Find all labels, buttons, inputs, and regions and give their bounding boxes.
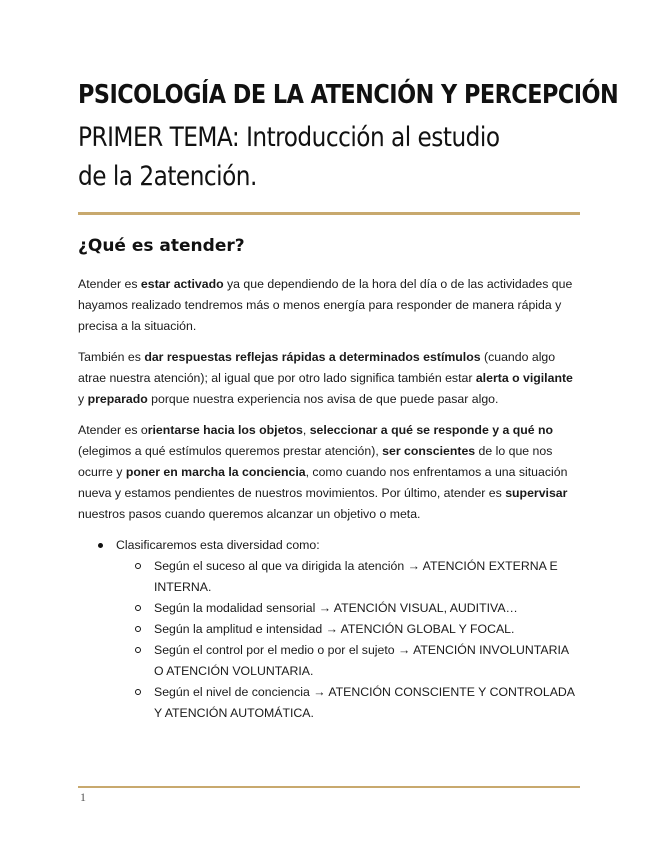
list-item: Según el suceso al que va dirigida la atención → ATENCIÓN EXTERNA E INTERNA. <box>116 556 580 598</box>
circle-bullet-icon <box>135 563 141 569</box>
circle-bullet-icon <box>135 626 141 632</box>
list-item: Según la amplitud e intensidad → ATENCIÓN GLOBAL Y FOCAL. <box>116 619 580 640</box>
document-title: PSICOLOGÍA DE LA ATENCIÓN Y PERCEPCIÓN <box>78 80 619 110</box>
paragraph-1: Atender es estar activado ya que dependiendo de la hora del día o de las actividades que hayamos realizado tendremos más o menos energía para responder de manera rápida y precisa a la situación. <box>78 277 573 333</box>
section-heading: ¿Qué es atender? <box>78 236 245 256</box>
list-item: Según el nivel de conciencia → ATENCIÓN CONSCIENTE Y CONTROLADA Y ATENCIÓN AUTOMÁTICA. <box>116 682 580 724</box>
top-divider <box>78 212 580 215</box>
paragraph-3: Atender es orientarse hacia los objetos, seleccionar a qué se responde y a qué no (elegimos a qué estímulos queremos prestar atención), ser conscientes de lo que nos ocurre y poner en marcha la conciencia, como cuando nos enfrentamos a una situación nueva y estamos pendientes de nuestros movimientos. Por último, atender es supervisar nuestros pasos cuando queremos alcanzar un objetivo o meta. <box>78 423 568 521</box>
list-item: Según la modalidad sensorial → ATENCIÓN VISUAL, AUDITIVA… <box>116 598 580 619</box>
section-body <box>78 274 580 724</box>
circle-bullet-icon <box>135 605 141 611</box>
classification-list <box>78 535 580 724</box>
footer-divider <box>78 786 580 788</box>
circle-bullet-icon <box>135 647 141 653</box>
list-item: Clasificaremos esta diversidad como: Según el suceso al que va dirigida la atención → ATENCIÓN EXTERNA E INTERNA. Según la modalidad sensorial → ATENCIÓN VISUAL, AUDITIVA… Según la amplitud e intensidad → ATENCIÓN GLOBAL Y FOCAL. Según el control por el medio o por el sujeto → ATENCIÓN INVOLUNTARIA O ATENCIÓN VOLUNTARIA. Según el nivel de conciencia → ATENCIÓN CONSCIENTE Y CONTROLADA Y ATENCIÓN AUTOMÁTICA. <box>78 535 580 724</box>
bullet-icon <box>98 543 103 548</box>
paragraph-2: También es dar respuestas reflejas rápidas a determinados estímulos (cuando algo atrae nuestra atención); al igual que por otro lado significa también estar alerta o vigilante y preparado porque nuestra experiencia nos avisa de que puede pasar algo. <box>78 350 573 406</box>
page-number: 1 <box>80 790 86 804</box>
document-subtitle: PRIMER TEMA: Introducción al estudio de la 2atención. <box>78 122 500 192</box>
classification-sublist <box>116 556 580 724</box>
circle-bullet-icon <box>135 689 141 695</box>
list-item: Según el control por el medio o por el sujeto → ATENCIÓN INVOLUNTARIA O ATENCIÓN VOLUNTARIA. <box>116 640 580 682</box>
